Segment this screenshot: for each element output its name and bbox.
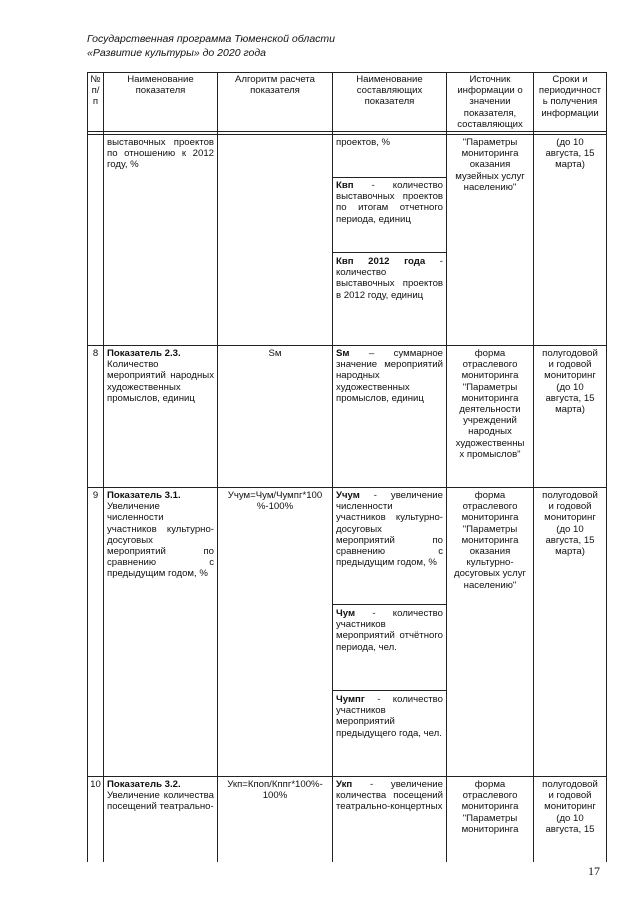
- indicator-description: Увеличение численности участников культурно-досуговых мероприятий по сравнению с предыдущим годом, %: [107, 501, 214, 580]
- component-chum: [336, 608, 443, 653]
- info-source: "Параметры мониторинга оказания музейных услуг населению": [455, 137, 525, 193]
- indicator-name: [107, 779, 214, 813]
- component-term: Чумпг: [336, 694, 365, 705]
- calculation-algorithm: Учум=Чум/Чумпг*100 %-100%: [227, 490, 323, 513]
- row-number: 9: [92, 490, 99, 501]
- column-header-period: Сроки и периодичност ь получения информации: [538, 74, 602, 119]
- row-number: 8: [92, 348, 99, 359]
- indicators-table: [87, 72, 607, 862]
- component-term: Квп: [336, 180, 354, 191]
- info-period: полугодовой и годовой мониторинг (до 10 августа, 15: [542, 779, 598, 835]
- component-chumpg: [336, 694, 443, 739]
- indicator-title: Показатель 2.3.: [107, 348, 181, 359]
- calculation-algorithm: Укп=Кпоп/Кппг*100%- 100%: [227, 779, 323, 802]
- page-number: 17: [588, 864, 600, 878]
- component-term: Укп: [336, 779, 353, 790]
- component-kvp: [336, 180, 443, 225]
- component-description: - количество выставочных проектов в 2012 году, единиц: [336, 256, 443, 301]
- program-subtitle: «Развитие культуры» до 2020 года: [87, 47, 266, 59]
- component-description: - количество участников мероприятий отчётного периода, чел.: [336, 608, 443, 653]
- component-description: - увеличение количества посещений театрально-концертных: [336, 779, 443, 813]
- info-period: (до 10 августа, 15 марта): [545, 137, 595, 171]
- program-title: Государственная программа Тюменской области: [87, 33, 335, 45]
- row-number: 10: [90, 779, 101, 790]
- indicator-name: [107, 348, 214, 404]
- info-source: форма отраслевого мониторинга "Параметры мониторинга: [461, 779, 519, 835]
- info-period: полугодовой и годовой мониторинг (до 10 августа, 15 марта): [542, 348, 598, 416]
- info-source: форма отраслевого мониторинга "Параметры мониторинга деятельности учреждений народных художественны х промыслов": [455, 348, 525, 460]
- info-source: форма отраслевого мониторинга "Параметры мониторинга оказания культурно- досуговых услуг населению": [454, 490, 526, 591]
- column-header-algorithm: Алгоритм расчета показателя: [235, 74, 315, 97]
- component-continuation: проектов, %: [336, 137, 391, 148]
- component-description: - количество выставочных проектов по итогам отчетного периода, единиц: [336, 180, 443, 225]
- column-header-source: Источник информации о значении показателя, составляющих: [457, 74, 523, 130]
- component-uchum: [336, 490, 443, 568]
- info-period: полугодовой и годовой мониторинг (до 10 августа, 15 марта): [542, 490, 598, 558]
- column-header-components: Наименование составляющих показателя: [356, 74, 423, 108]
- component-description: – суммарное значение мероприятий народных художественных промыслов, единиц: [336, 348, 443, 404]
- indicator-title: Показатель 3.2.: [107, 779, 181, 790]
- component-description: - увеличение численности участников культурно-досуговых мероприятий по сравнению с предыдущим годом, %: [336, 490, 443, 569]
- indicator-name: [107, 490, 214, 580]
- component-description: - количество участников мероприятий предыдущего года, чел.: [336, 694, 443, 739]
- component-sm: [336, 348, 443, 404]
- indicator-title: Показатель 3.1.: [107, 490, 181, 501]
- indicator-description: Количество мероприятий народных художественных промыслов, единиц: [107, 359, 214, 404]
- document-header: [87, 32, 335, 60]
- component-ukp: [336, 779, 443, 813]
- indicator-description: Увеличение количества посещений театрально-: [107, 790, 214, 813]
- component-term: Чум: [336, 608, 356, 619]
- column-header-indicator: Наименование показателя: [127, 74, 194, 97]
- component-term: Учум: [336, 490, 360, 501]
- component-term: Квп 2012 года: [336, 256, 426, 267]
- calculation-algorithm: Sм: [268, 348, 282, 359]
- column-header-number: № п/ п: [90, 74, 101, 108]
- component-term: Sм: [336, 348, 350, 359]
- component-kvp-2012: [336, 256, 443, 301]
- indicator-name: выставочных проектов по отношению к 2012 году, %: [107, 137, 214, 171]
